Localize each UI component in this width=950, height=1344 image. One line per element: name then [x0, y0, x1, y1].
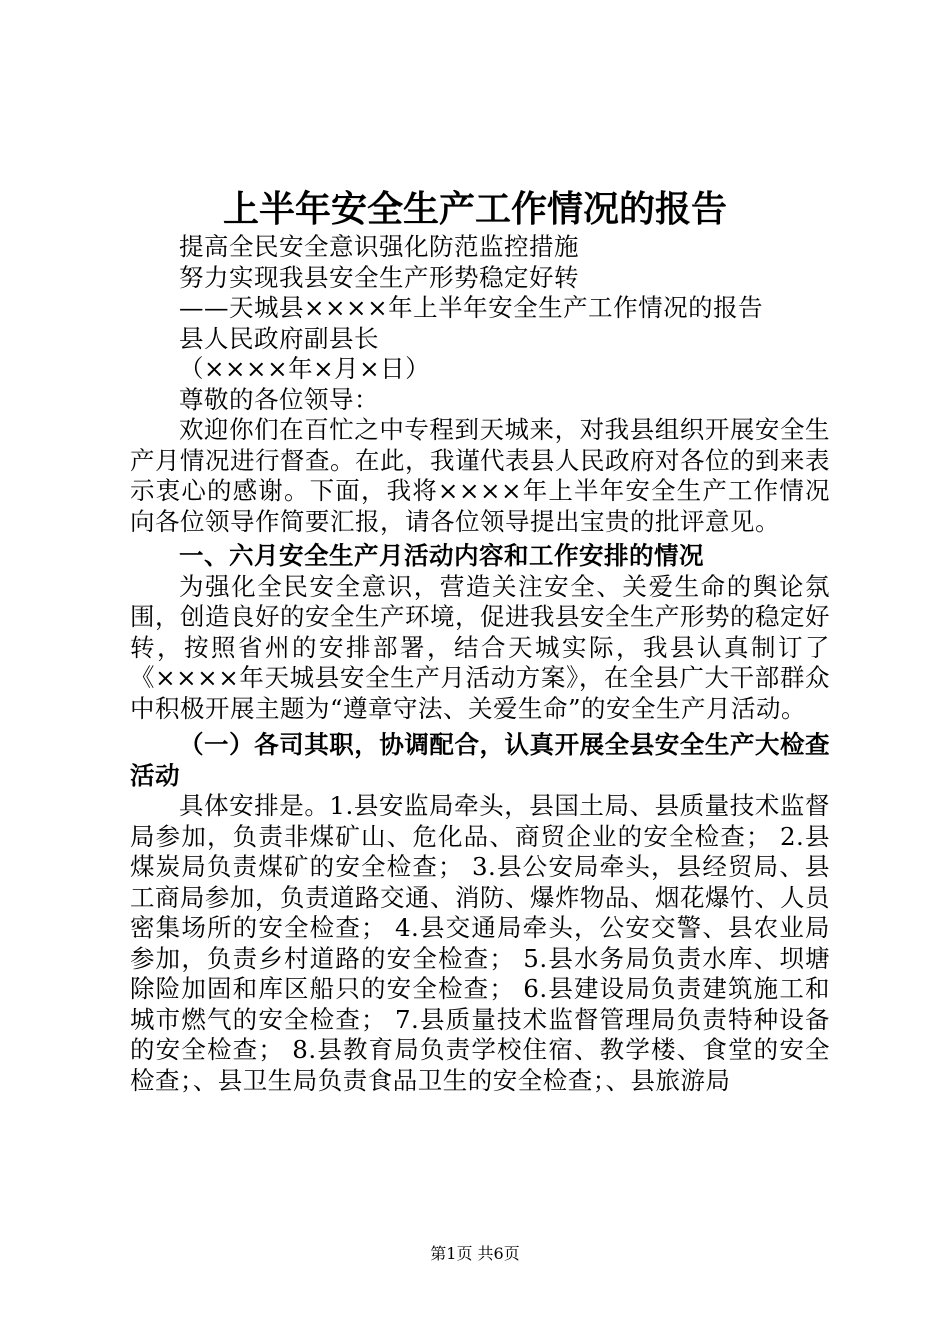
- document-title: 上半年安全生产工作情况的报告: [222, 188, 727, 230]
- subsection-1-heading: （一）各司其职，协调配合，认真开展全县安全生产大检查活动: [130, 730, 830, 790]
- header-line-date: （××××年×月×日）: [179, 354, 431, 383]
- section-1-heading: 一、六月安全生产月活动内容和工作安排的情况: [179, 541, 704, 570]
- header-line-slogan-2: 努力实现我县安全生产形势稳定好转: [179, 262, 579, 292]
- salutation: 尊敬的各位领导：: [179, 384, 379, 414]
- header-line-slogan-1: 提高全民安全意识强化防范监控措施: [179, 232, 579, 261]
- subsection-1-paragraph: 具体安排是。1.县安监局牵头，县国土局、县质量技术监督局参加，负责非煤矿山、危化品、商贸企业的安全检查； 2.县煤炭局负责煤矿的安全检查； 3.县公安局牵头，县经贸局、县工商局参加，负责道路交通、消防、爆炸物品、烟花爆竹、人员密集场所的安全检查； 4.县交通局牵头，公安交警、县农业局参加，负责乡村道路的安全检查； 5.县水务局负责水库、坝塘除险加固和库区船只的安全检查； 6.县建设局负责建筑施工和城市燃气的安全检查； 7.县质量技术监督管理局负责特种设备的安全检查； 8.县教育局负责学校住宿、教学楼、食堂的安全检查；、县卫生局负责食品卫生的安全检查；、县旅游局: [130, 791, 830, 1095]
- header-line-report-subtitle: ——天城县××××年上半年安全生产工作情况的报告: [179, 293, 764, 322]
- intro-paragraph: 欢迎你们在百忙之中专程到天城来，对我县组织开展安全生产月情况进行督查。在此，我谨代表县人民政府对各位的到来表示衷心的感谢。下面，我将××××年上半年安全生产工作情况向各位领导作简要汇报，请各位领导提出宝贵的批评意见。: [130, 415, 830, 536]
- header-line-speaker: 县人民政府副县长: [179, 323, 379, 353]
- section-1-paragraph: 为强化全民安全意识，营造关注安全、关爱生命的舆论氛围，创造良好的安全生产环境，促进我县安全生产形势的稳定好转，按照省州的安排部署，结合天城实际，我县认真制订了《××××年天城县安全生产月活动方案》，在全县广大干部群众中积极开展主题为“遵章守法、关爱生命”的安全生产月活动。: [130, 571, 830, 723]
- document-body: [130, 232, 830, 1096]
- page-footer: 第1页 共6页: [430, 1244, 520, 1263]
